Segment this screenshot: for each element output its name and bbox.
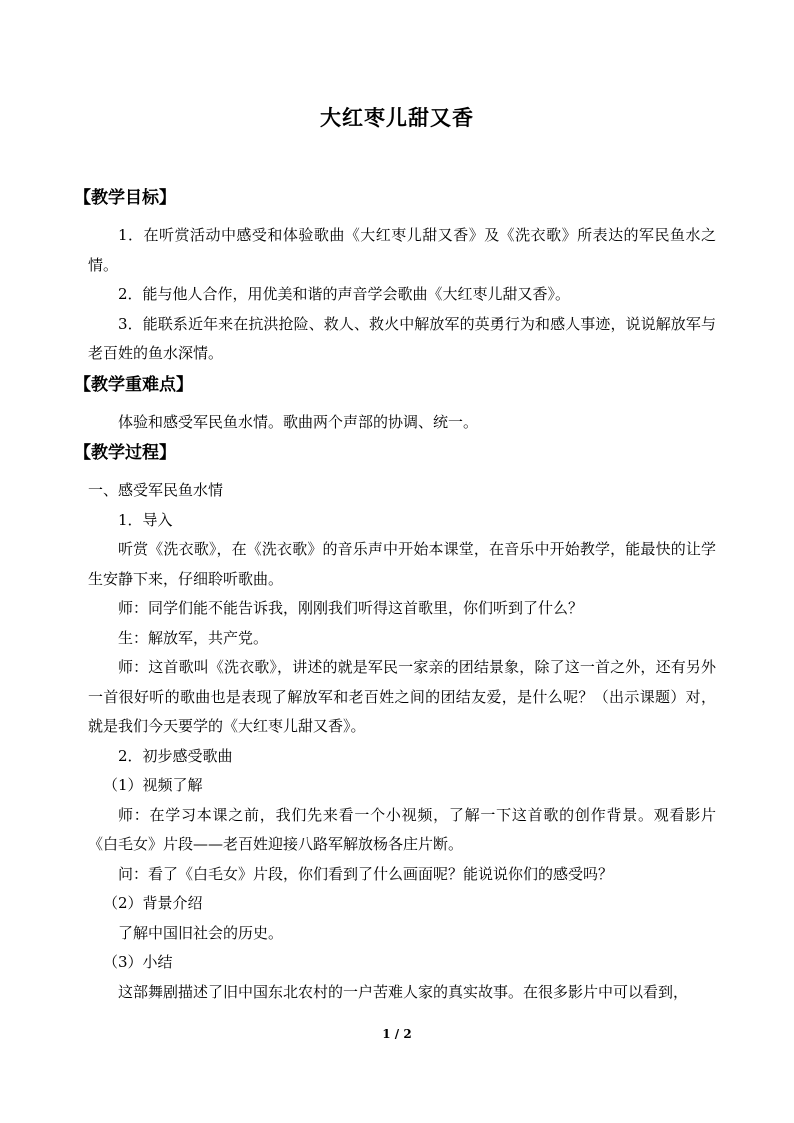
section-heading-key: 【教学重难点】	[74, 374, 193, 395]
document-title: 大红枣儿甜又香	[320, 106, 474, 130]
key-points-text: 体验和感受军民鱼水情。歌曲两个声部的协调、统一。	[118, 412, 479, 431]
process-sub-2: （2）背景介绍	[103, 894, 203, 912]
section-heading-goals: 【教学目标】	[74, 188, 176, 208]
process-sub-1: （1）视频了解	[103, 776, 203, 794]
paragraph: 师：在学习本课之前，我们先来看一个小视频，了解一下这首歌的创作背景。观看影片《白毛女》片段——老百姓迎接八路军解放杨各庄片断。	[88, 805, 716, 853]
section-heading-process: 【教学过程】	[74, 443, 176, 463]
goal-item-1: 1．在听赏活动中感受和体验歌曲《大红枣儿甜又香》及《洗衣歌》所表达的军民鱼水之情。	[88, 226, 716, 274]
paragraph: 了解中国旧社会的历史。	[118, 923, 284, 942]
paragraph: 问：看了《白毛女》片段，你们看到了什么画面呢？能说说你们的感受吗？	[118, 864, 614, 883]
paragraph: 听赏《洗衣歌》，在《洗衣歌》的音乐声中开始本课堂，在音乐中开始教学，能最快的让学生安静下来，仔细聆听歌曲。	[88, 540, 716, 588]
goal-item-2: 2．能与他人合作，用优美和谐的声音学会歌曲《大红枣儿甜又香》。	[118, 285, 571, 303]
process-sub-3: （3）小结	[103, 953, 173, 971]
paragraph: 生：解放军，共产党。	[118, 628, 269, 647]
process-step-1: 1．导入	[118, 510, 173, 529]
goal-item-3: 3．能联系近年来在抗洪抢险、救人、救火中解放军的英勇行为和感人事迹，说说解放军与老百姓的鱼水深情。	[88, 314, 716, 362]
paragraph: 这部舞剧描述了旧中国东北农村的一户苦难人家的真实故事。在很多影片中可以看到，	[118, 982, 689, 1001]
process-part-1: 一、感受军民鱼水情	[88, 481, 224, 499]
page-number: 1 / 2	[382, 1027, 412, 1041]
paragraph: 师：这首歌叫《洗衣歌》，讲述的就是军民一家亲的团结景象，除了这一首之外，还有另外一首很好听的歌曲也是表现了解放军和老百姓之间的团结友爱，是什么呢？（出示课题）对，就是我们今天要学的《大红枣儿甜又香》。	[88, 658, 716, 735]
process-step-2: 2．初步感受歌曲	[118, 746, 233, 765]
paragraph: 师：同学们能不能告诉我，刚刚我们听得这首歌里，你们听到了什么？	[118, 599, 584, 617]
document-body	[74, 182, 716, 1007]
